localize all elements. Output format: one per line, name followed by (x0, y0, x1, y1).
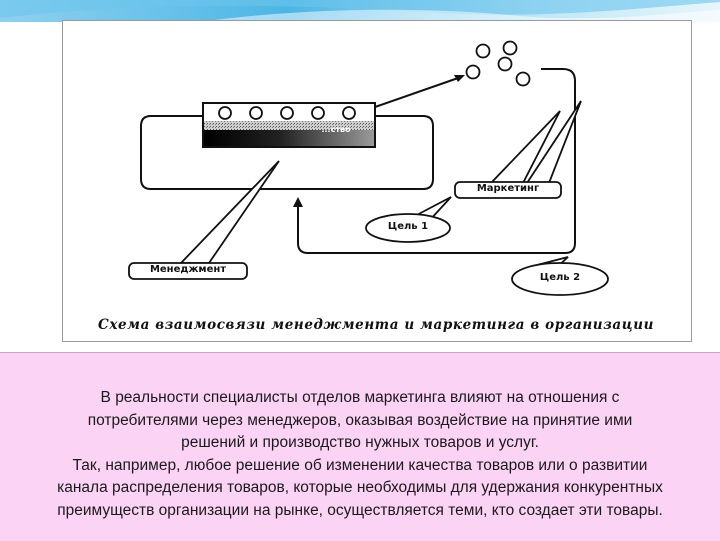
diagram-caption: Схема взаимосвязи менеджмента и маркетинга в организации (97, 317, 655, 333)
panel-line: канала распределения товаров, которые необходимы для удержания конкурентных (57, 479, 663, 496)
header-decoration (0, 0, 720, 22)
text-panel (0, 352, 720, 541)
panel-paragraph (8, 387, 712, 522)
diagram-panel (62, 20, 692, 342)
goal2-label: Цель 2 (539, 272, 581, 283)
marketing-label: Маркетинг (476, 183, 540, 194)
panel-line: решений и производство нужных товаров и услуг. (181, 434, 539, 451)
panel-line: Так, например, любое решение об изменении качества товаров или о развитии (72, 456, 648, 474)
panel-line: преимуществ организации на рынке, осуществляется теми, кто создает эти товары. (57, 501, 663, 519)
panel-line: потребителями через менеджеров, оказывая воздействие на принятие ими (87, 411, 633, 429)
production-label: ...ство (321, 125, 351, 134)
panel-line: В реальности специалисты отделов маркетинга влияют на отношения с (100, 389, 620, 406)
flow-arrow-to-consumers (375, 77, 461, 107)
goal1-label: Цель 1 (387, 221, 429, 232)
management-label: Менеджмент (149, 264, 227, 275)
goal1-callout (366, 197, 451, 242)
management-callout (129, 161, 279, 279)
consumers-group (467, 42, 530, 86)
